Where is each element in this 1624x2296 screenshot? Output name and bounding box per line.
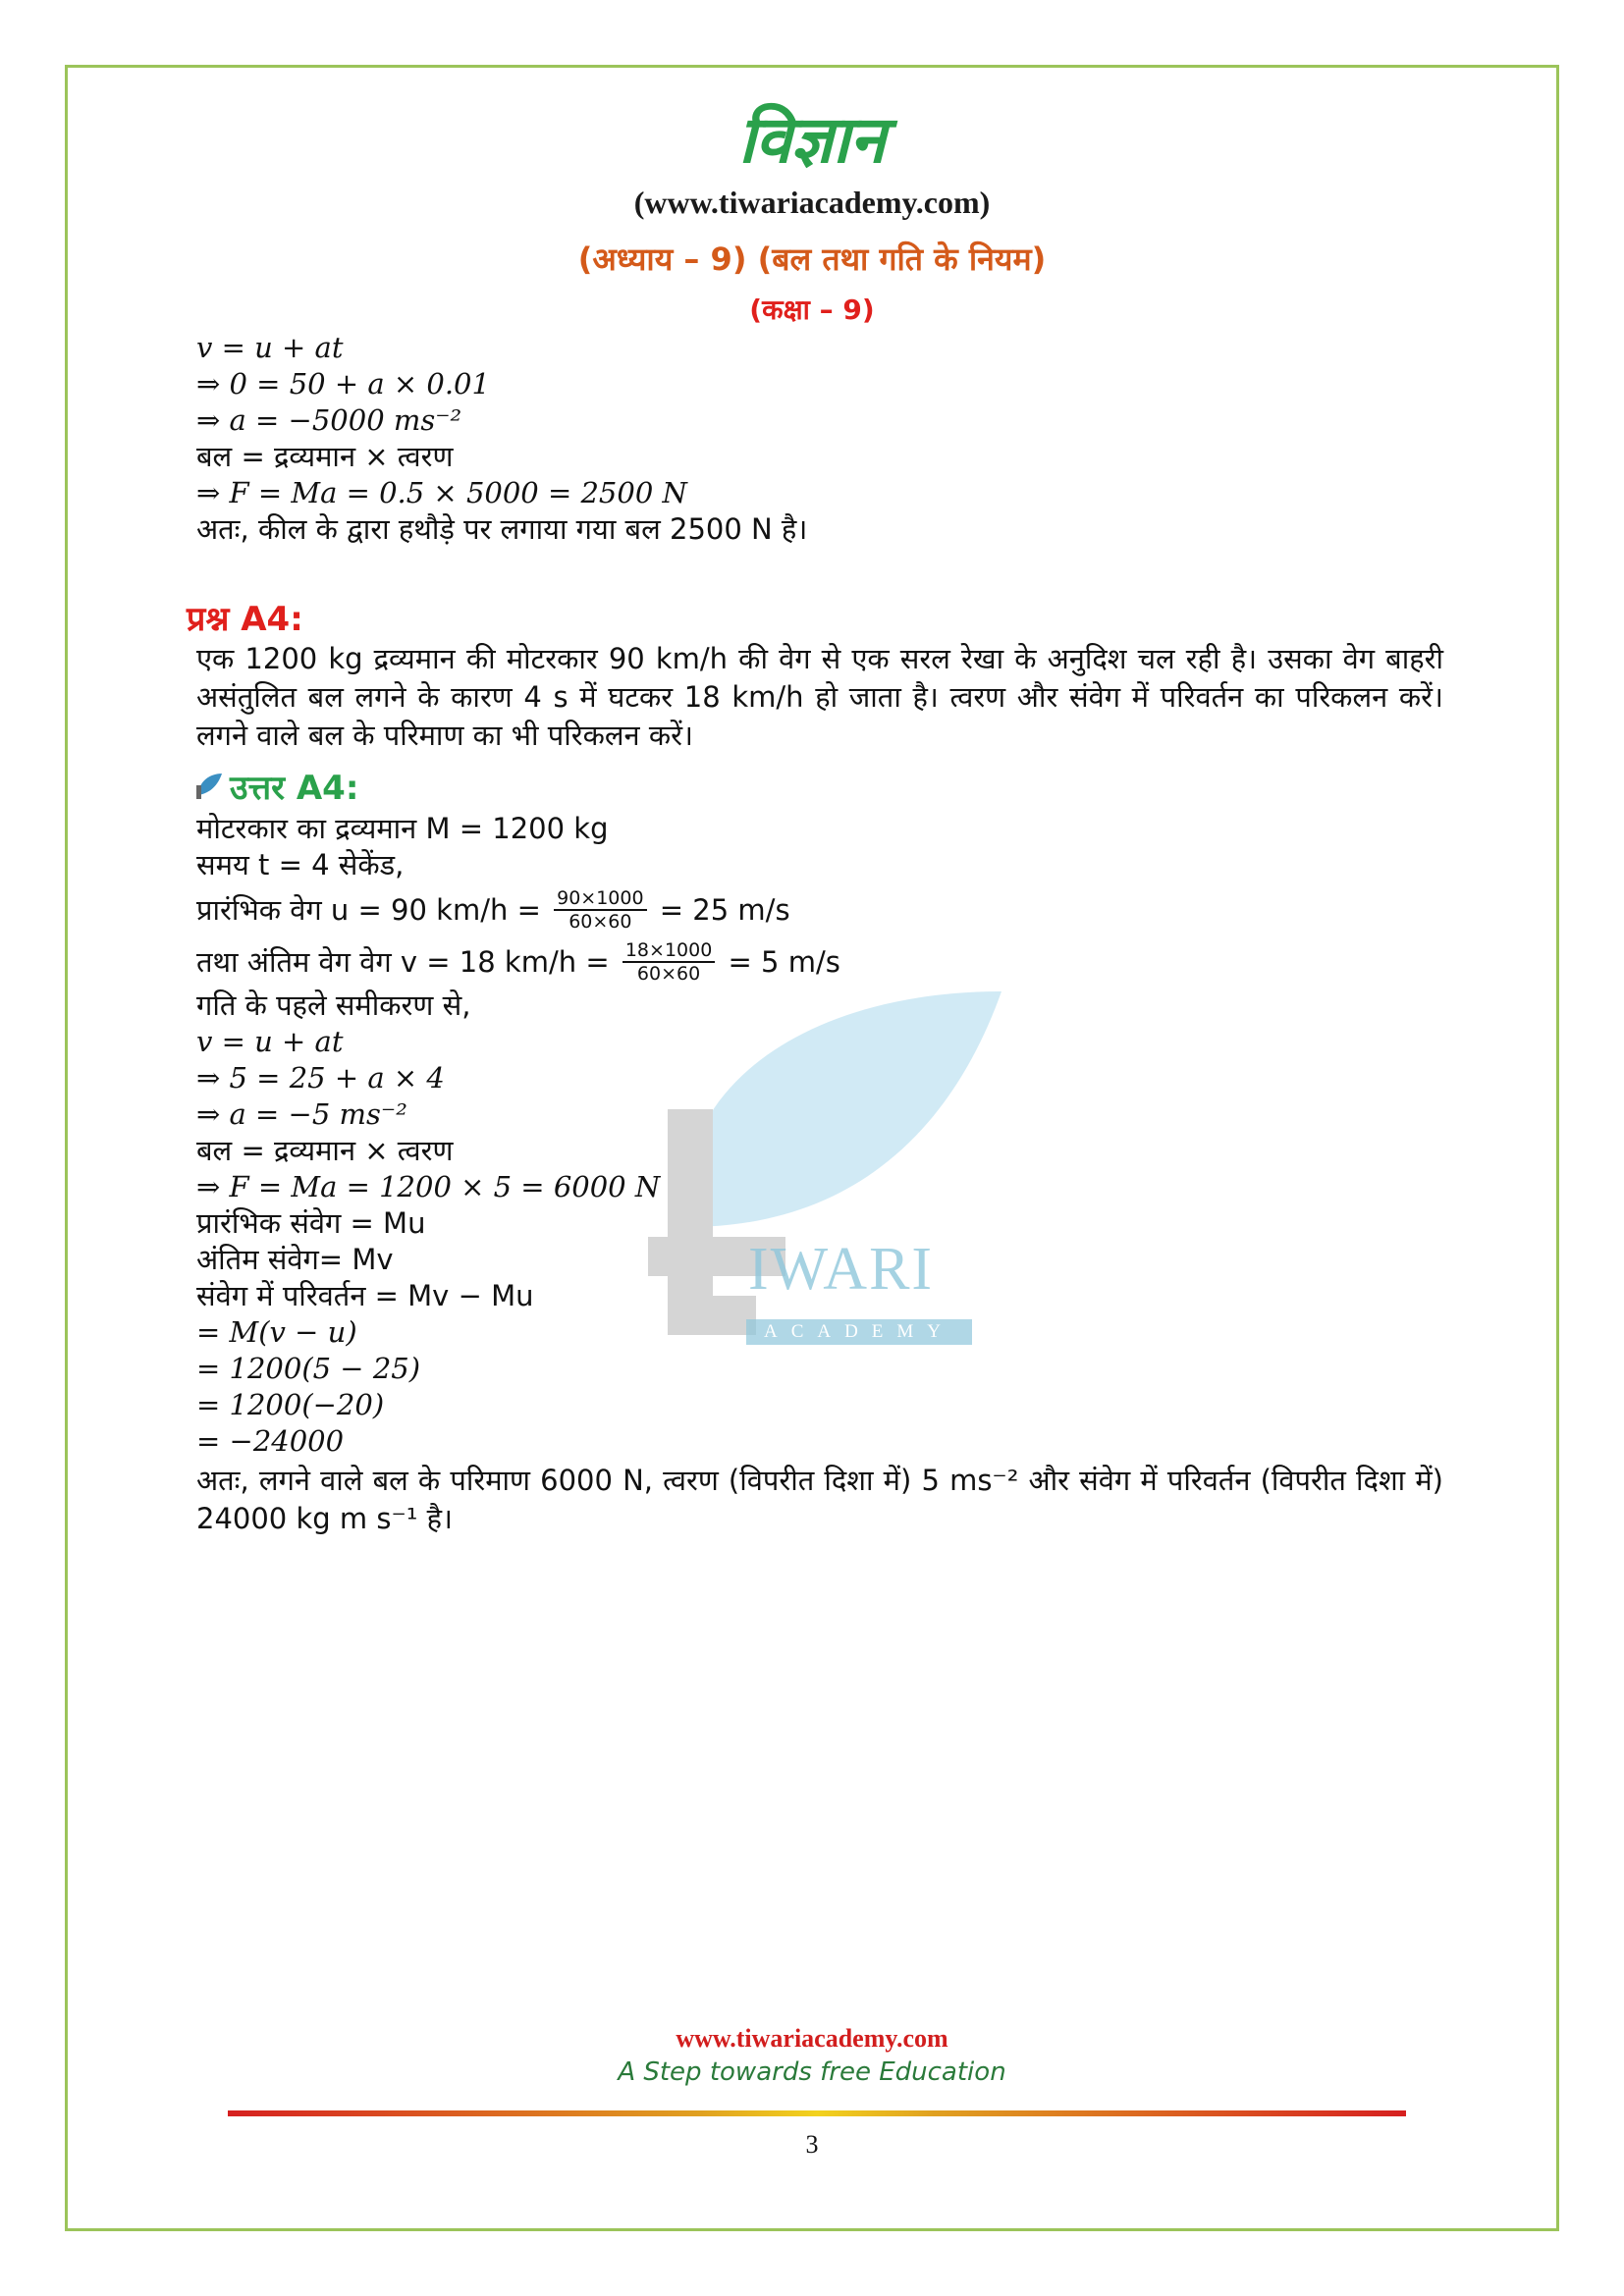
previous-solution xyxy=(196,330,1443,548)
initial-velocity-text: प्रारंभिक वेग u = 90 km/h = xyxy=(196,892,551,927)
final-velocity-line xyxy=(196,936,1443,988)
answer-line: गति के पहले समीकरण से, xyxy=(196,988,471,1022)
answer-heading xyxy=(194,764,358,809)
answer-line: = M(v − u) xyxy=(196,1315,357,1349)
final-velocity-fraction xyxy=(623,939,715,985)
answer-line: ⇒ F = Ma = 1200 × 5 = 6000 N xyxy=(196,1170,661,1203)
footer-divider xyxy=(228,2110,1406,2116)
watermark-sub: ACADEMY xyxy=(746,1319,972,1345)
initial-velocity-line xyxy=(196,883,1443,936)
answer-line: = −24000 xyxy=(196,1424,345,1458)
site-url: (www.tiwariacademy.com) xyxy=(633,185,991,220)
page-title: विज्ञान xyxy=(738,102,886,178)
chapter-label: (अध्याय – 9) (बल तथा गति के नियम) xyxy=(577,240,1047,278)
solution-line: ⇒ a = −5000 ms⁻² xyxy=(196,403,462,437)
answer-line: = 1200(5 − 25) xyxy=(196,1352,421,1385)
answer-line: प्रारंभिक संवेग = Mu xyxy=(196,1206,426,1240)
solution-line: ⇒ F = Ma = 0.5 × 5000 = 2500 N xyxy=(196,476,687,509)
answer-line: समय t = 4 सेकेंड, xyxy=(196,848,405,881)
answer-conclusion: अतः, लगने वाले बल के परिमाण 6000 N, त्वरण (विपरीत दिशा में) 5 ms⁻² और संवेग में परिवर्तन (विपरीत दिशा में) 24000 kg m s⁻¹ है। xyxy=(196,1464,1443,1535)
solution-line: ⇒ 0 = 50 + a × 0.01 xyxy=(196,367,490,400)
question-text: एक 1200 kg द्रव्यमान की मोटरकार 90 km/h की वेग से एक सरल रेखा के अनुदिश चल रही है। उसका वेग बाहरी असंतुलित बल लगने के कारण 4 s में घटकर 18 km/h हो जाता है। त्वरण और संवेग में परिवर्तन का परिकलन करें। लगने वाले बल के परिमाण का भी परिकलन करें। xyxy=(196,642,1443,752)
initial-velocity-result: = 25 m/s xyxy=(650,892,790,927)
answer-line: संवेग में परिवर्तन = Mv − Mu xyxy=(196,1279,534,1312)
footer-site: www.tiwariacademy.com xyxy=(676,2024,948,2053)
solution-line: बल = द्रव्यमान × त्वरण xyxy=(196,440,454,473)
final-velocity-text: तथा अंतिम वेग वेग v = 18 km/h = xyxy=(196,944,619,979)
answer-heading-text: उत्तर A4: xyxy=(230,769,359,808)
fraction-denominator: 60×60 xyxy=(636,963,701,985)
page-number: 3 xyxy=(805,2130,819,2159)
watermark-name: IWARI xyxy=(748,1236,935,1303)
answer-line: v = u + at xyxy=(196,1025,344,1058)
leaf-icon xyxy=(194,772,224,801)
initial-velocity-fraction xyxy=(554,887,646,933)
answer-line: = 1200(−20) xyxy=(196,1388,385,1421)
fraction-numerator: 90×1000 xyxy=(554,887,646,911)
class-label: (कक्षा – 9) xyxy=(749,294,875,326)
solution-line: अतः, कील के द्वारा हथौड़े पर लगाया गया बल 2500 N है। xyxy=(196,512,808,546)
answer-line: बल = द्रव्यमान × त्वरण xyxy=(196,1134,454,1167)
footer-tagline: A Step towards free Education xyxy=(618,2057,1006,2087)
fraction-numerator: 18×1000 xyxy=(623,939,715,963)
answer-line: ⇒ 5 = 25 + a × 4 xyxy=(196,1061,445,1095)
solution-line: v = u + at xyxy=(196,331,344,364)
question-heading: प्रश्न A4: xyxy=(187,600,303,639)
fraction-denominator: 60×60 xyxy=(568,911,632,933)
answer-body xyxy=(196,811,1443,1538)
answer-line: मोटरकार का द्रव्यमान M = 1200 kg xyxy=(196,812,609,845)
answer-line: ⇒ a = −5 ms⁻² xyxy=(196,1097,407,1131)
answer-line: अंतिम संवेग= Mv xyxy=(196,1243,394,1276)
final-velocity-result: = 5 m/s xyxy=(719,944,840,979)
